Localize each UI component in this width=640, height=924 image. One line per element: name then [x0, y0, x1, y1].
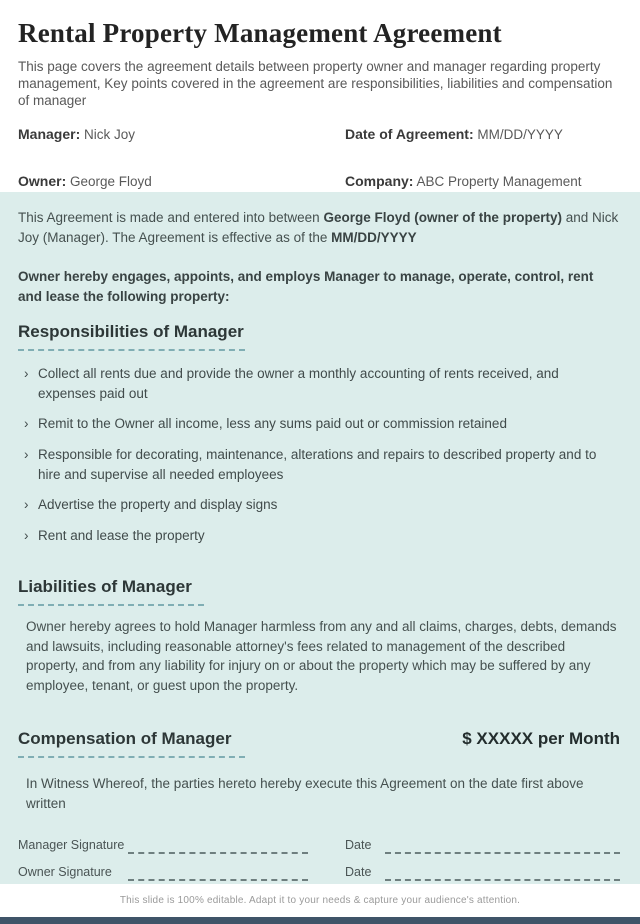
liabilities-divider	[18, 604, 204, 606]
owner-date-label: Date	[345, 864, 372, 879]
page-title: Rental Property Management Agreement	[18, 18, 502, 48]
responsibilities-list	[18, 364, 620, 545]
manager-value: Nick Joy	[84, 127, 136, 142]
compensation-row	[18, 729, 620, 758]
manager-field	[18, 126, 345, 142]
witness-statement: In Witness Whereof, the parties hereto hereby execute this Agreement on the date first above written	[26, 776, 584, 811]
company-value: ABC Property Management	[416, 174, 582, 189]
owner-field	[18, 173, 345, 189]
compensation-amount: $ XXXXX per Month	[462, 729, 620, 749]
manager-signature-line	[128, 840, 308, 854]
owner-signature-label: Owner Signature	[18, 864, 112, 879]
compensation-divider	[18, 756, 245, 758]
list-item	[24, 414, 620, 434]
page-subtitle: This page covers the agreement details between property owner and manager regarding property management, Key points covered in the agreement are responsibilities, liabilities and compensation of manager	[18, 59, 613, 108]
intro-text-2: and Nick Joy (Manager). The Agreement is effective as of the	[18, 210, 619, 245]
intro-date-bold: MM/DD/YYYY	[331, 229, 417, 245]
owner-signature-line	[128, 867, 308, 881]
list-item-text: Rent and lease the property	[38, 527, 205, 543]
owner-value: George Floyd	[70, 174, 152, 189]
compensation-heading-block	[18, 729, 245, 758]
chevron-bullet-icon: ›	[24, 497, 29, 513]
list-item	[24, 445, 620, 484]
date-of-agreement-value: MM/DD/YYYY	[477, 127, 563, 142]
liabilities-heading: Liabilities of Manager	[18, 577, 192, 597]
company-field	[345, 173, 620, 189]
responsibilities-divider	[18, 349, 245, 351]
list-item-text: Responsible for decorating, maintenance, alterations and repairs to described property and to hire and supervise all needed employees	[38, 446, 597, 482]
chevron-bullet-icon: ›	[24, 366, 29, 382]
list-item-text: Remit to the Owner all income, less any sums paid out or commission retained	[38, 416, 507, 432]
agreement-body-section	[0, 192, 640, 884]
owner-signature-row	[18, 865, 620, 881]
list-item-text: Collect all rents due and provide the owner a monthly accounting of rents received, and expenses paid out	[38, 366, 559, 401]
chevron-bullet-icon: ›	[24, 416, 29, 432]
chevron-bullet-icon: ›	[24, 527, 29, 543]
engagement-statement: Owner hereby engages, appoints, and employs Manager to manage, operate, control, rent and lease the following property:	[18, 269, 594, 304]
intro-text-1: This Agreement is made and entered into between	[18, 210, 324, 225]
chevron-bullet-icon: ›	[24, 446, 29, 462]
intro-owner-bold: George Floyd (owner of the property)	[323, 210, 562, 225]
editable-note: This slide is 100% editable. Adapt it to your needs & capture your audience's attention.	[119, 895, 521, 906]
company-label: Company:	[345, 173, 414, 189]
header-section	[0, 0, 640, 192]
owner-date-line	[385, 867, 620, 881]
date-of-agreement-label: Date of Agreement:	[345, 126, 474, 142]
manager-date-label: Date	[345, 837, 372, 852]
agreement-intro-paragraph	[18, 208, 620, 247]
list-item	[24, 364, 620, 403]
list-item	[24, 495, 620, 515]
manager-signature-label: Manager Signature	[18, 837, 125, 852]
list-item	[24, 526, 620, 546]
manager-label: Manager:	[18, 126, 81, 142]
manager-date-line	[385, 840, 620, 854]
compensation-heading: Compensation of Manager	[18, 729, 232, 749]
date-of-agreement-field	[345, 126, 620, 142]
responsibilities-heading: Responsibilities of Manager	[18, 322, 244, 342]
footer-section	[0, 884, 640, 917]
manager-signature-row	[18, 838, 620, 854]
bottom-accent-bar	[0, 917, 640, 924]
owner-label: Owner:	[18, 173, 67, 189]
liabilities-paragraph: Owner hereby agrees to hold Manager harmless from any and all claims, charges, debts, demands and lawsuits, including reasonable attorney's fees related to management of the described property, and from any liability for injury on or about the property which may be suffered by any employee, tenant, or guest upon the property.	[26, 619, 617, 693]
parties-info	[18, 126, 620, 189]
list-item-text: Advertise the property and display signs	[38, 497, 278, 513]
